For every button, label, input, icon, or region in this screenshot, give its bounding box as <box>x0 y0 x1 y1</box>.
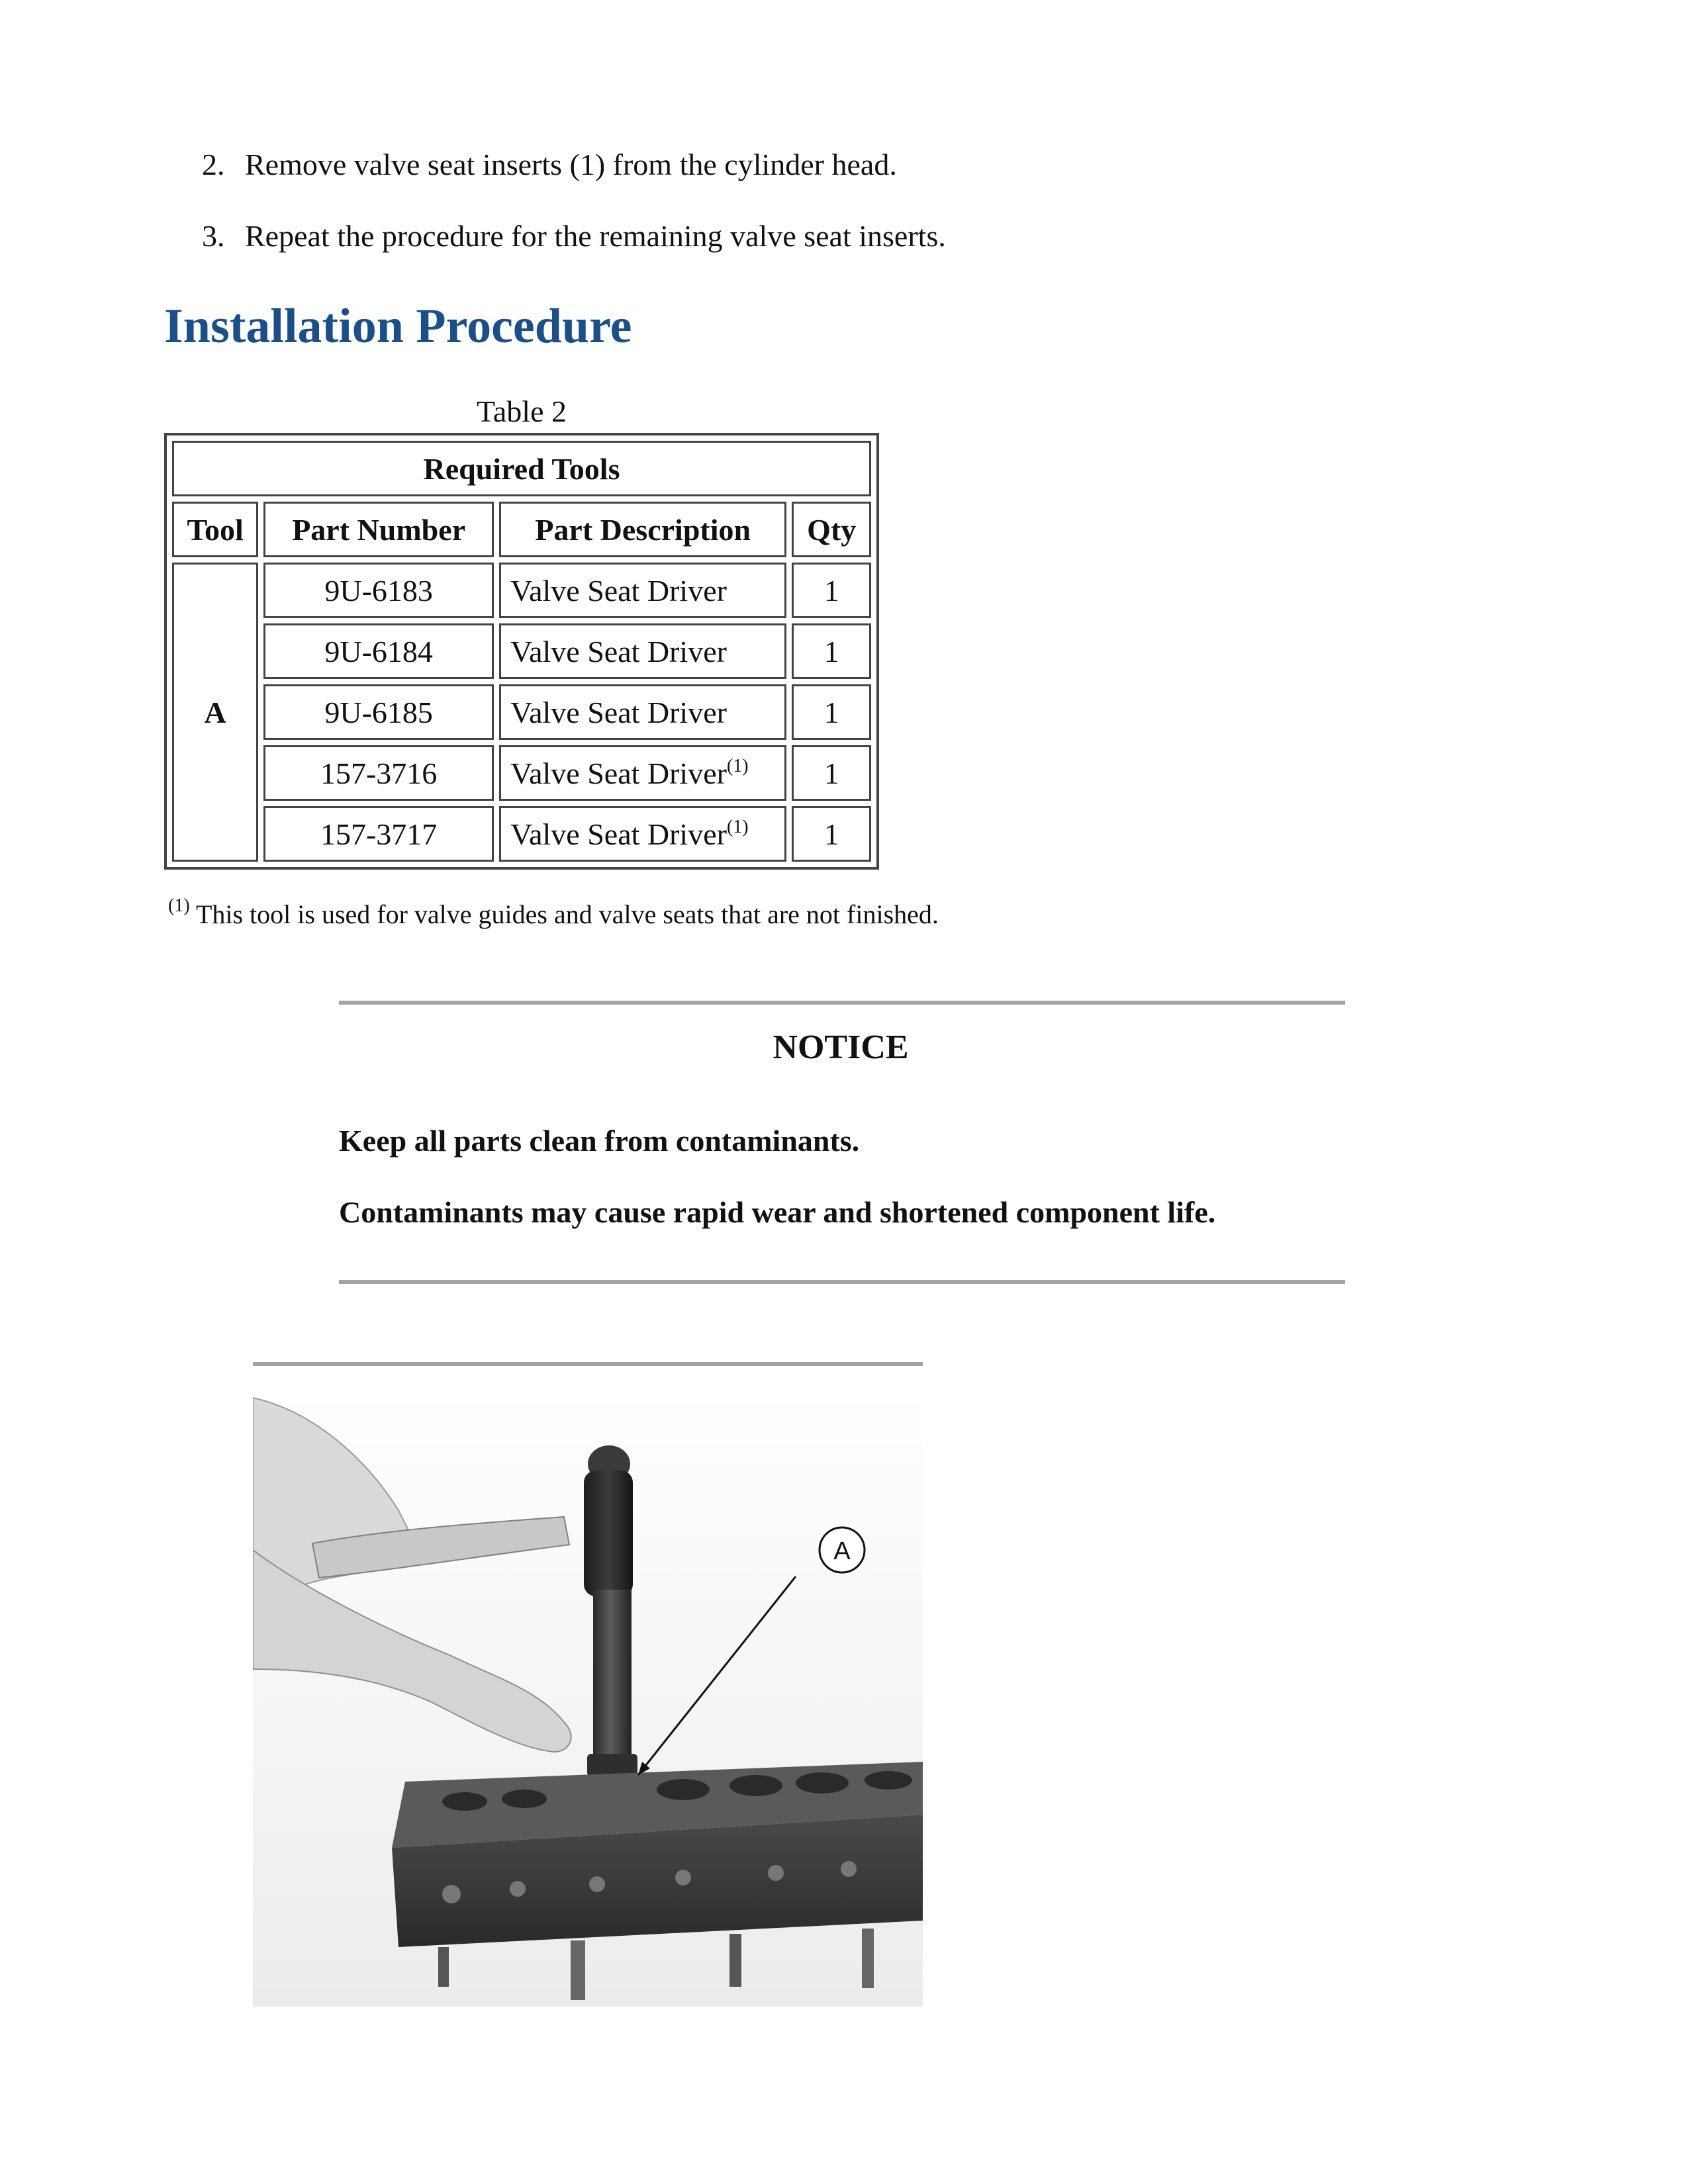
column-header-part-description: Part Description <box>499 502 787 557</box>
notice-top-divider <box>339 1001 1345 1005</box>
part-number-cell: 9U-6185 <box>263 684 494 740</box>
part-description-text: Valve Seat Driver <box>510 634 727 668</box>
step-3 <box>202 218 946 254</box>
part-description-text: Valve Seat Driver <box>510 695 727 729</box>
part-number-cell: 9U-6183 <box>263 563 494 618</box>
table-title: Required Tools <box>172 441 871 496</box>
notice-line: Contaminants may cause rapid wear and shortened component life. <box>339 1195 1216 1229</box>
tool-label-cell: A <box>172 563 258 862</box>
table-row <box>172 806 871 862</box>
part-description-cell <box>499 745 787 801</box>
table-row <box>172 684 871 740</box>
table-header-row <box>172 502 871 557</box>
part-description-cell <box>499 684 787 740</box>
figure-top-divider <box>253 1362 923 1366</box>
part-description-cell <box>499 563 787 618</box>
table-row <box>172 563 871 618</box>
required-tools-table <box>164 433 879 870</box>
column-header-part-number: Part Number <box>263 502 494 557</box>
footnote-ref: (1) <box>726 755 749 776</box>
qty-cell: 1 <box>792 563 871 618</box>
notice-line: Keep all parts clean from contaminants. <box>339 1124 860 1158</box>
part-description-text: Valve Seat Driver <box>510 756 727 790</box>
qty-cell: 1 <box>792 623 871 679</box>
driver-collar <box>587 1754 637 1776</box>
column-header-tool: Tool <box>172 502 258 557</box>
valve-seat-installation-illustration <box>253 1391 923 2007</box>
part-description-text: Valve Seat Driver <box>510 817 727 851</box>
part-description-cell <box>499 806 787 862</box>
part-number-cell: 9U-6184 <box>263 623 494 679</box>
footnote-text: This tool is used for valve guides and valve seats that are not finished. <box>195 899 939 929</box>
qty-cell: 1 <box>792 745 871 801</box>
hammer-head <box>584 1445 633 1596</box>
step-text: Remove valve seat inserts (1) from the cylinder head. <box>245 148 897 181</box>
part-description-cell <box>499 623 787 679</box>
table-footnote <box>168 895 939 931</box>
step-number: 3. <box>202 219 225 253</box>
table-title-row <box>172 441 871 496</box>
part-number-cell: 157-3716 <box>263 745 494 801</box>
section-heading: Installation Procedure <box>164 299 632 353</box>
column-header-qty: Qty <box>792 502 871 557</box>
step-2 <box>202 147 897 183</box>
step-text: Repeat the procedure for the remaining valve seat inserts. <box>245 219 946 253</box>
qty-cell: 1 <box>792 684 871 740</box>
qty-cell: 1 <box>792 806 871 862</box>
notice-bottom-divider <box>339 1280 1345 1284</box>
step-number: 2. <box>202 148 225 181</box>
part-number-cell: 157-3717 <box>263 806 494 862</box>
footnote-marker: (1) <box>168 895 190 916</box>
callout-label: A <box>833 1537 851 1565</box>
table-caption: Table 2 <box>476 394 567 428</box>
footnote-ref: (1) <box>726 816 749 837</box>
table-row <box>172 745 871 801</box>
table-row <box>172 623 871 679</box>
driver-shaft <box>593 1590 632 1755</box>
part-description-text: Valve Seat Driver <box>510 573 727 608</box>
notice-title: NOTICE <box>773 1028 909 1066</box>
